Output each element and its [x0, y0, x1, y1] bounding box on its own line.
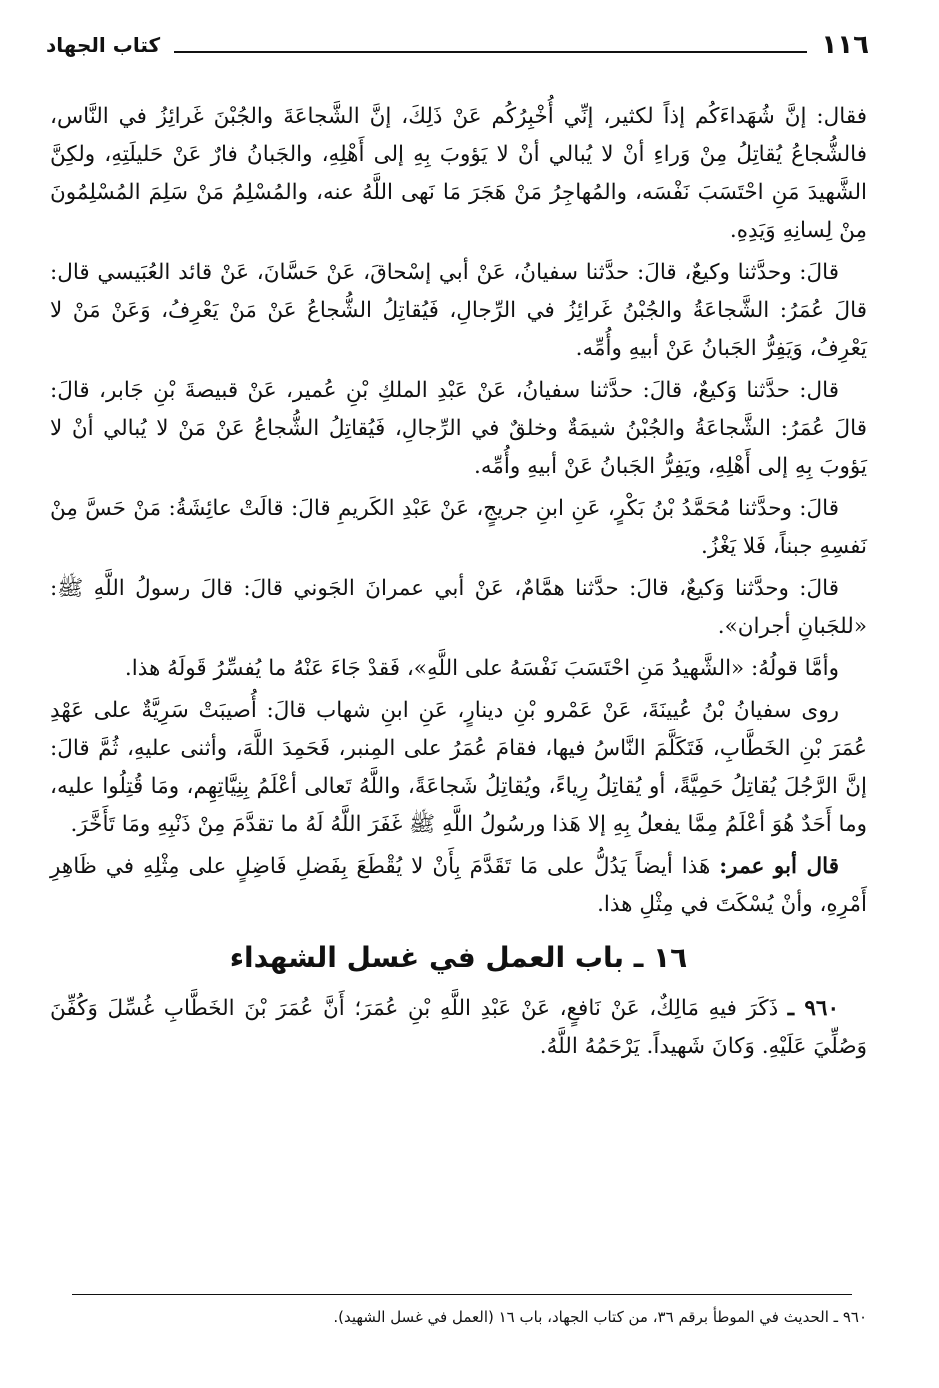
footnote: ٩٦٠ ـ الحديث في الموطأ برقم ٣٦، من كتاب الجهاد، باب ١٦ (العمل في غسل الشهيد).	[333, 1308, 867, 1326]
book-title: كتاب الجهاد	[46, 33, 161, 57]
hadith-number: ٩٦٠ ـ	[787, 996, 840, 1021]
paragraph-4: قالَ: وحدَّثنا مُحَمَّدُ بْنُ بَكْرٍ، عَنِ ابنِ جريجٍ، عَنْ عَبْدِ الكَريمِ قالَ: قالَتْ عائِشَةُ: مَنْ حَسَّ مِنْ نَفسِهِ جبناً، فَلا يَغْزُ.	[50, 496, 867, 559]
page-number: ١١٦	[821, 30, 869, 60]
main-text	[50, 98, 867, 1070]
footnote-rule	[72, 1294, 852, 1295]
paragraph-3: قال: حدَّثنا وَكيعٌ، قالَ: حدَّثنا سفيانُ، عَنْ عَبْدِ الملكِ بْنِ عُمير، عَنْ قبيصةَ بْنِ جَابر، قالَ: قالَ عُمَرُ: الشَّجاعَةُ والجُبْنُ شيمَةٌ وخلقٌ في الرِّجالِ، فَيُقاتِلُ الشُّجاعُ عَنْ مَنْ لا يُبالي أنْ لا يَؤوبَ بِهِ إلى أَهْلِهِ، ويَفِرُّ الجَبانُ عَنْ أبيهِ وأُمِّه.	[50, 378, 867, 479]
paragraph-8-text: هَذا أيضاً يَدُلُّ على مَا تَقَدَّمَ بِأَنْ لا يُقْطَعَ بِفَضلِ فَاضِلٍ على مِثْلِهِ في ظَاهِرِ أَمْرِهِ، وأنْ يُسْكَتَ في مِثْلِ هذا.	[50, 854, 867, 917]
paragraph-2: قالَ: وحدَّثنا وكيعٌ، قالَ: حدَّثنا سفيانُ، عَنْ أبي إسْحاقَ، عَنْ حَسَّانَ، عَنْ قائد العُبَيسي قال: قالَ عُمَرُ: الشَّجاعَةُ والجُبْنُ غَرائِزُ في الرِّجالِ، فَيُقاتِلُ الشُّجاعُ عَنْ مَنْ يَعْرِفُ، وَعَنْ مَنْ لا يَعْرِفُ، وَيَفِرُّ الجَبانُ عَنْ أبيهِ وأُمِّه.	[50, 260, 867, 361]
header-rule	[174, 37, 807, 53]
running-header	[46, 30, 869, 60]
hadith-paragraph	[50, 990, 867, 1066]
paragraph-7: روى سفيانُ بْنُ عُيينَةَ، عَنْ عَمْرو بْنِ دينارٍ، عَنِ ابنِ شهاب قالَ: أُصيبَتْ سَرِيَّةٌ على عَهْدِ عُمَرَ بْنِ الخَطَّابِ، فَتَكَلَّمَ النَّاسُ فيها، فقامَ عُمَرُ على المِنبر، فَحَمِدَ اللَّهَ، وأثنى عليهِ، ثُمَّ قالَ: إنَّ الرَّجُلَ يُقاتِلُ حَمِيَّةً، أو يُقاتِلُ رِياءً، ويُقاتِلُ شَجاعَةً، واللَّهُ تَعالى أعْلَمُ بِنِيَّاتِهِم، ومَا قُتِلُوا عليه، وما أَحَدٌ هُوَ أعْلَمُ مِمَّا يفعلُ بِهِ إلا هَذا ورسُولُ اللَّهِ ﷺ غَفَرَ اللَّهُ لَهُ ما تقدَّمَ مِنْ ذَنْبِهِ ومَا تَأَخَّرَ.	[50, 698, 867, 837]
speaker-label: قال أبو عمر:	[719, 854, 839, 879]
paragraph-6: وأمَّا قولُهُ: «الشَّهيدُ مَنِ احْتَسَبَ نَفْسَهُ على اللَّهِ»، فَقدْ جَاءَ عَنْهُ ما يُفسِّرُ قَولَهُ هذا.	[124, 656, 839, 681]
hadith-text: ذَكَرَ فيهِ مَالِكٌ، عَنْ نَافعٍ، عَنْ عَبْدِ اللَّهِ بْنِ عُمَرَ؛ أَنَّ عُمَرَ بْنَ الخَطَّابِ غُسِّلَ وَكُفِّنَ وَصُلِّيَ عَلَيْهِ. وَكانَ شَهيداً. يَرْحَمُهُ اللَّهُ.	[50, 996, 867, 1059]
chapter-heading: ١٦ ـ باب العمل في غسل الشهداء	[229, 941, 688, 974]
paragraph-5: قالَ: وحدَّثنا وَكيعٌ، قالَ: حدَّثنا همَّامٌ، عَنْ أبي عمرانَ الجَوني قالَ: قالَ رسولُ اللَّهِ ﷺ: «للجَبانِ أجران».	[50, 576, 867, 639]
paragraph-8	[50, 848, 867, 924]
paragraph-1: فقال: إنَّ شُهَداءَكُم إذاً لكثير، إنِّي أُخْبِرُكُم عَنْ ذَلِكَ، إنَّ الشَّجاعَةَ والجُبْنَ غَرائِزُ في النَّاس، فالشُّجاعُ يُقاتِلُ مِنْ وَراءِ أنْ لا يُبالي أنْ لا يَؤوبَ بِهِ إلى أَهْلِهِ، والجَبانُ فارٌ عَنْ حَليلَتِهِ، ولكِنَّ الشَّهيدَ مَنِ احْتَسَبَ نَفْسَه، والمُهاجِرُ مَنْ هَجَرَ مَا نَهى اللَّهُ عنه، والمُسْلِمُ مَنْ سَلِمَ المُسْلِمُونَ مِنْ لِسانِهِ وَيَدِهِ.	[50, 104, 867, 243]
